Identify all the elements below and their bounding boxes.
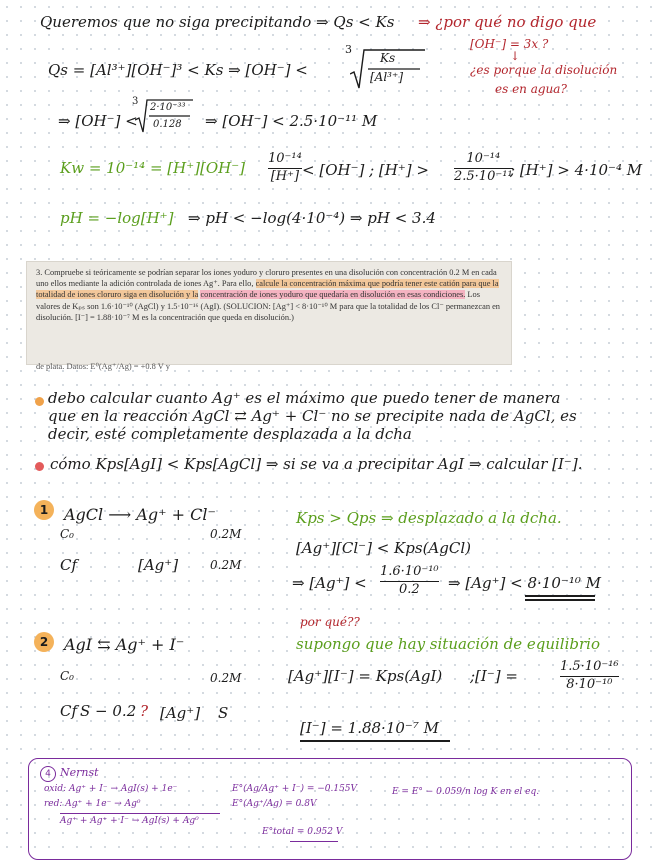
cube-root-fraction-2: 2·10⁻³³ 0.128 [135, 98, 193, 134]
step-1-ag-bound: ⇒ [Ag⁺] < [292, 574, 367, 592]
step-2-badge: 2 [34, 632, 54, 652]
step-2-equilibrium-note: supongo que hay situación de equilibrio [296, 635, 600, 653]
kw-expression: Kw = 10⁻¹⁴ = [H⁺][OH⁻] [60, 159, 245, 177]
cube-root-index-2: 3 [132, 96, 139, 107]
h-result: ; [H⁺] > 4·10⁻⁴ M [510, 161, 643, 179]
line-3-oh-bound: ⇒ [OH⁻] < [58, 112, 138, 130]
step-1-result-underline [525, 595, 595, 597]
question-oh-3x-line-2: [OH⁻] = 3x ? [470, 37, 549, 51]
fraction-kw-oh: 10⁻¹⁴ 2.5·10⁻¹¹ [454, 151, 513, 185]
problem-statement-scan [26, 261, 512, 371]
line-3-result: ⇒ [OH⁻] < 2.5·10⁻¹¹ M [205, 112, 378, 130]
step-2-c0-value: 0.2M [210, 671, 242, 685]
step-1-result-underline-2 [525, 599, 595, 601]
step-2-result-underline [300, 740, 450, 742]
note-1-line-1: debo calcular cuanto Ag⁺ es el máximo que puedo tener de manera [48, 389, 561, 407]
arrow-down-icon: ↓ [510, 49, 521, 63]
ph-definition: pH = −log[H⁺] [60, 209, 174, 227]
step-2-result: [I⁻] = 1.88·10⁻⁷ M [300, 719, 439, 737]
problem-statement-text: 3. Compruebe si teóricamente se podrían separar los iones yoduro y cloruro presentes en una disolución con concentración 0.2 M en cada uno ellos mediante la adición controlada de iones Ag⁺. Para ello, calcule la concentración máxima que podría tener este catión para que la totalidad de iones cloruro siga en disolución y la concentración de iones yoduro que quedaría en disolución en esas condiciones. Los valores de Kₚₛ son 1.6·10⁻¹⁰ (AgCl) y 1.5·10⁻¹⁶ (AgI). (SOLUCION: [Ag⁺] < 8·10⁻¹⁰ M para que la totalidad de los Cl⁻ permanezcan en disolución. [I⁻] = 1.88·10⁻⁷ M es la concentración que queda en disolución.) [36, 268, 500, 322]
highlight-pink: concentración de iones yoduro que quedaría en disolución en esas condiciones. [200, 290, 466, 300]
step-4-sum-line [60, 813, 220, 814]
question-agua-line-2: es en agua? [495, 82, 567, 96]
step-1-result: ⇒ [Ag⁺] < 8·10⁻¹⁰ M [448, 574, 601, 592]
step-1-c0-value: 0.2M [210, 527, 242, 541]
step-2-i-label: ;[I⁻] = [470, 667, 518, 685]
step-1-c0: C₀ [60, 527, 74, 541]
step-4-title: Nernst [60, 766, 99, 779]
step-1-badge: 1 [34, 500, 54, 520]
step-4-badge: 4 [40, 766, 56, 782]
step-4-sum: Ag⁺ + Ag⁺ + I⁻ → AgI(s) + Ag⁰ [60, 816, 199, 826]
bullet-orange-icon [35, 397, 44, 406]
cube-root-index: 3 [345, 43, 352, 56]
step-2-cf-value: S − 0.2 [80, 702, 137, 720]
step-1-inequality: [Ag⁺][Cl⁻] < Kps(AgCl) [296, 539, 471, 557]
question-agua: ¿es porque la disolución [470, 63, 618, 77]
step-2-fraction: 1.5·10⁻¹⁶ 8·10⁻¹⁰ [560, 659, 619, 693]
step-2-c0: C₀ [60, 669, 74, 683]
step-2-reaction: AgI ⇆ Ag⁺ + I⁻ [64, 635, 185, 654]
note-2: cómo Kps[AgI] < Kps[AgCl] ⇒ si se va a precipitar AgI ⇒ calcular [I⁻]. [50, 455, 583, 473]
step-1-cf-ag: [Ag⁺] [138, 556, 179, 574]
line-2-qs-expression: Qs = [Al³⁺][OH⁻]³ < Ks ⇒ [OH⁻] < [48, 61, 308, 79]
step-1-kps-note: Kps > Qps ⇒ desplazado a la dcha. [296, 509, 562, 527]
step-2-equation: [Ag⁺][I⁻] = Kps(AgI) [288, 667, 443, 685]
step-4-e-total-underline [290, 841, 338, 842]
step-2-cf: Cf [60, 702, 78, 720]
question-oh-3x: ⇒ ¿por qué no digo que [418, 13, 597, 31]
step-2-question: por qué?? [300, 615, 360, 629]
step-4-oxidation: oxid: Ag⁺ + I⁻ → AgI(s) + 1e⁻ [44, 784, 178, 794]
step-2-cf-question: ? [140, 702, 149, 720]
step-1-reaction: AgCl ⟶ Ag⁺ + Cl⁻ [64, 505, 216, 524]
note-1-line-2: que en la reacción AgCl ⇄ Ag⁺ + Cl⁻ no se precipite nada de AgCl, es [48, 407, 577, 425]
step-4-e-total: E°total = 0.952 V [262, 827, 343, 837]
kw-inequality: < [OH⁻] ; [H⁺] > [302, 161, 429, 179]
problem-statement-cutoff: de plata. Datos: E⁰(Ag⁺/Ag) = +0.8 V y [36, 362, 170, 371]
step-4-e-red: E°(Ag⁺/Ag) = 0.8V [232, 799, 317, 809]
note-1-line-3: decir, esté completamente desplazada a la dcha [48, 425, 412, 443]
step-1-fraction: 1.6·10⁻¹⁰ 0.2 [380, 564, 439, 598]
step-1-cf: Cf [60, 556, 78, 574]
step-2-cf-ag: [Ag⁺] [160, 704, 201, 722]
step-4-reduction: red: Ag⁺ + 1e⁻ → Ag⁰ [44, 799, 141, 809]
step-2-cf-s: S [218, 704, 229, 722]
line-1-condition: Queremos que no siga precipitando ⇒ Qs < Ks [40, 13, 395, 31]
step-4-nernst: E = E° − 0.059/n log K en el eq. [392, 787, 540, 797]
step-4-e-ox: E°(Ag/Ag⁺ + I⁻) = −0.155V [232, 784, 358, 794]
step-1-cf-value: 0.2M [210, 558, 242, 572]
cube-root-fraction: Ks [Al³⁺] [350, 48, 425, 90]
ph-result: ⇒ pH < −log(4·10⁻⁴) ⇒ pH < 3.4 [188, 209, 436, 227]
fraction-kw-h: 10⁻¹⁴ [H⁺] [268, 151, 302, 185]
highlight-orange: calcule la concentración máxima que podría tener este catión para que la totalidad de iones cloruro siga en disolución y la [36, 279, 499, 300]
bullet-red-icon [35, 462, 44, 471]
